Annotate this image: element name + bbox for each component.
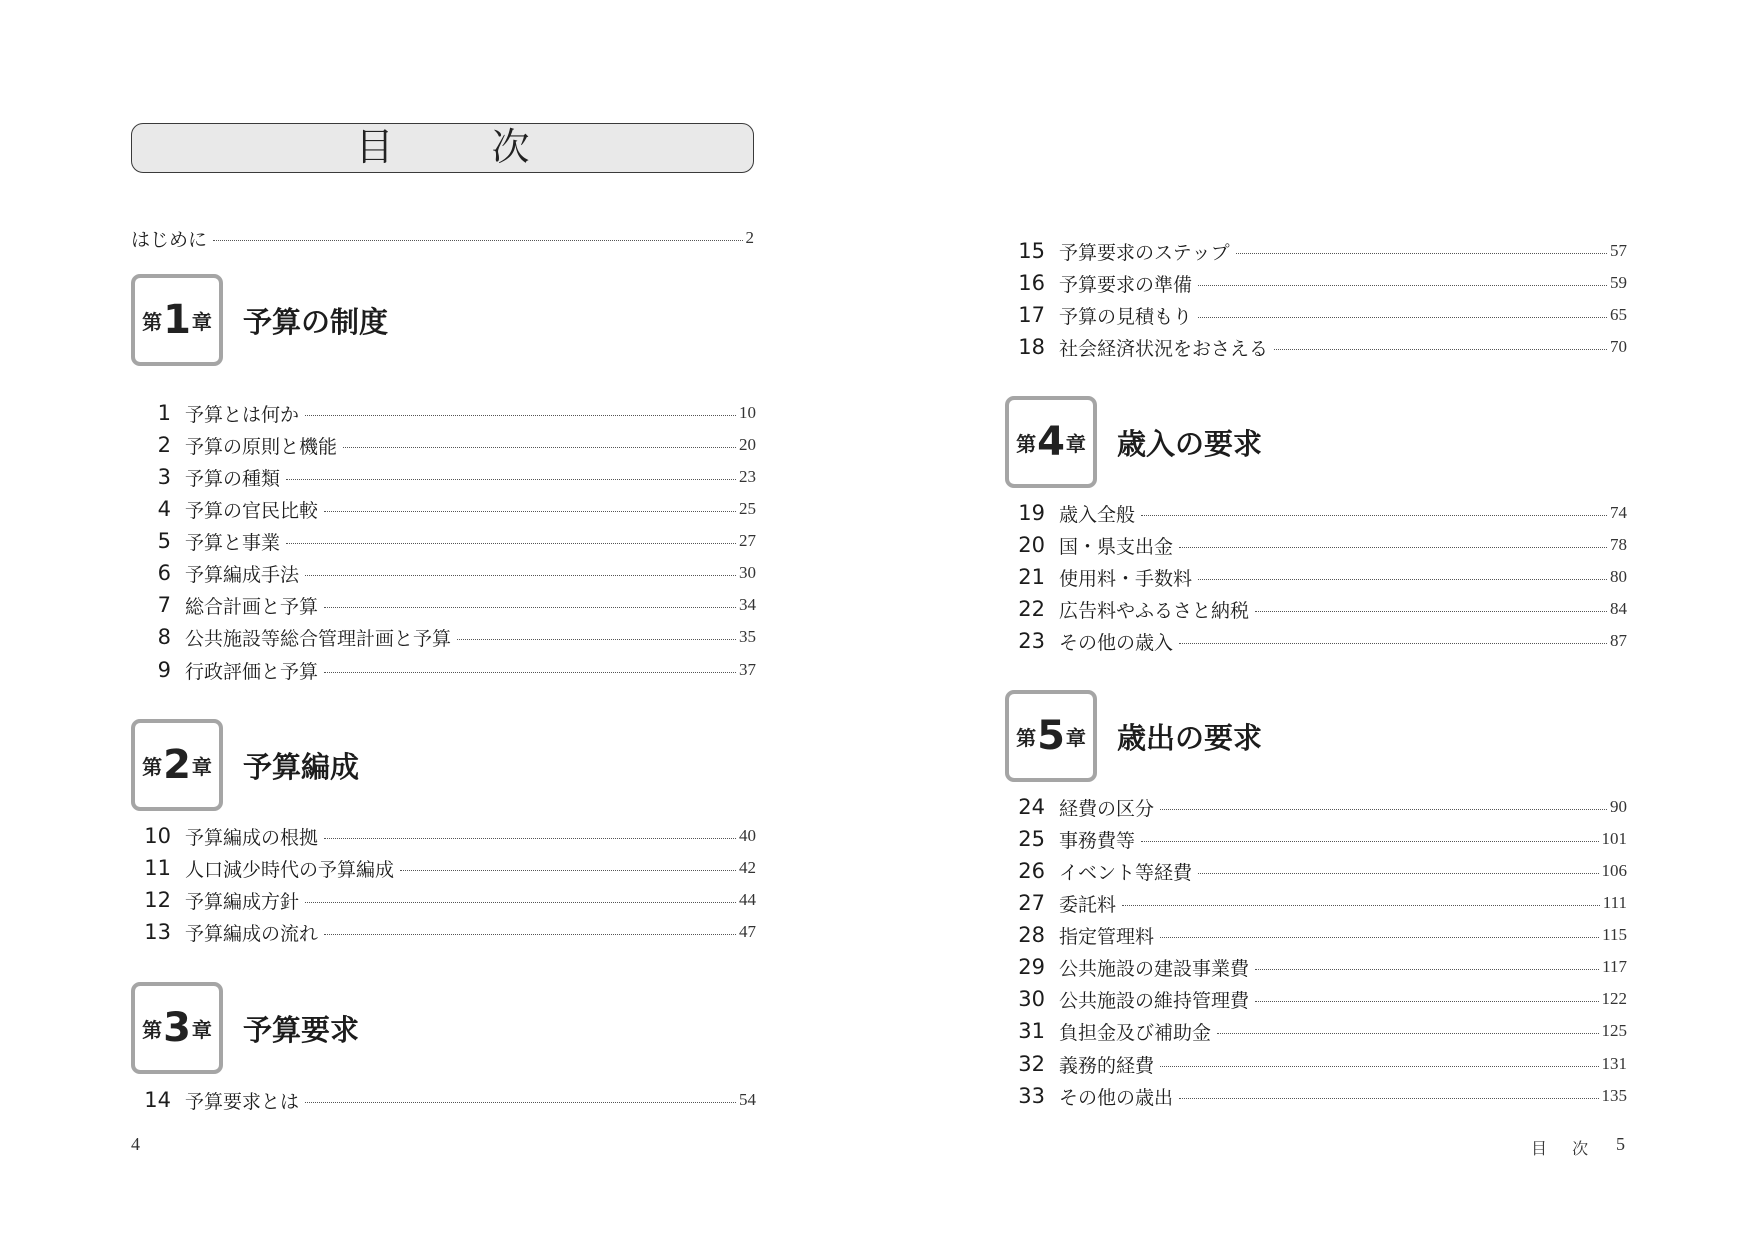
chapter-number: 2 [163, 742, 191, 788]
entry-number: 18 [1018, 335, 1045, 359]
page-number-left: 4 [131, 1134, 140, 1154]
entry-label: 予算とは何か [185, 403, 300, 426]
entry-label: 事務費等 [1059, 829, 1136, 852]
dot-leader [1198, 317, 1607, 318]
entry-number: 14 [144, 1088, 171, 1112]
dot-leader [286, 479, 736, 480]
toc-entry[interactable] [1005, 332, 1627, 362]
chapter-title: 歳入の要求 [1117, 426, 1263, 461]
entry-number: 32 [1018, 1052, 1045, 1076]
entry-label: 公共施設の維持管理費 [1059, 989, 1250, 1012]
toc-entry[interactable] [1005, 562, 1627, 592]
entry-label: 予算の原則と機能 [185, 435, 338, 458]
entry-label: 予算の種類 [185, 467, 281, 490]
entry-page: 2 [745, 228, 754, 247]
toc-entry[interactable] [1005, 530, 1627, 560]
toc-entry[interactable] [131, 590, 756, 620]
dot-leader [286, 543, 736, 544]
entry-label: 公共施設等総合管理計画と予算 [185, 627, 452, 650]
toc-entry[interactable] [131, 917, 756, 947]
toc-entry[interactable] [131, 462, 756, 492]
entry-page: 135 [1601, 1086, 1627, 1105]
toc-entry[interactable] [131, 885, 756, 915]
entry-page: 44 [739, 890, 756, 909]
entry-label: 義務的経費 [1059, 1054, 1155, 1077]
toc-entry[interactable] [131, 398, 756, 428]
dot-leader [213, 240, 742, 241]
entry-page: 87 [1610, 631, 1627, 650]
chapter-1-heading[interactable] [131, 274, 388, 366]
dot-leader [1217, 1033, 1598, 1034]
entry-page: 70 [1610, 337, 1627, 356]
entry-page: 25 [739, 499, 756, 518]
dot-leader [1179, 547, 1607, 548]
chapter-badge [131, 982, 223, 1074]
toc-entry[interactable] [1005, 498, 1627, 528]
entry-page: 27 [739, 531, 756, 550]
dot-leader [343, 447, 736, 448]
entry-number: 9 [157, 658, 171, 682]
toc-entry[interactable] [1005, 626, 1627, 656]
entry-label: 経費の区分 [1059, 797, 1155, 820]
toc-entry[interactable] [1005, 236, 1627, 266]
entry-page: 122 [1601, 989, 1627, 1008]
dot-leader [324, 511, 736, 512]
entry-number: 24 [1018, 795, 1045, 819]
entry-label: 使用料・手数料 [1059, 567, 1193, 590]
entry-number: 23 [1018, 629, 1045, 653]
toc-title: 目 次 [131, 123, 754, 173]
chapter-number: 3 [163, 1005, 191, 1051]
toc-entry[interactable] [1005, 824, 1627, 854]
chapter-2-heading[interactable] [131, 719, 359, 811]
entry-page: 117 [1602, 957, 1627, 976]
entry-label: 予算編成手法 [185, 563, 300, 586]
entry-number: 16 [1018, 271, 1045, 295]
entry-label: 社会経済状況をおさえる [1059, 337, 1269, 360]
entry-page: 131 [1601, 1054, 1627, 1073]
toc-entry[interactable] [1005, 1016, 1627, 1046]
dot-leader [1255, 1001, 1598, 1002]
entry-label: 予算の見積もり [1059, 305, 1193, 328]
dot-leader [1274, 349, 1607, 350]
chapter-prefix: 第 [1016, 725, 1037, 750]
entry-number: 11 [144, 856, 171, 880]
chapter-5-heading[interactable] [1005, 690, 1262, 782]
chapter-suffix: 章 [191, 1017, 212, 1042]
toc-entry-intro[interactable] [131, 223, 754, 253]
entry-number: 10 [144, 824, 171, 848]
entry-number: 6 [157, 561, 171, 585]
toc-entry[interactable] [1005, 984, 1627, 1014]
toc-entry[interactable] [131, 821, 756, 851]
entry-number: 4 [157, 497, 171, 521]
entry-number: 29 [1018, 955, 1045, 979]
toc-entry[interactable] [131, 622, 756, 652]
dot-leader [305, 575, 736, 576]
entry-page: 37 [739, 660, 756, 679]
entry-number: 25 [1018, 827, 1045, 851]
right-page [877, 0, 1755, 1240]
chapter-title: 予算の制度 [243, 304, 389, 339]
toc-entry[interactable] [131, 655, 756, 685]
entry-page: 90 [1610, 797, 1627, 816]
entry-page: 78 [1610, 535, 1627, 554]
entry-page: 101 [1601, 829, 1627, 848]
dot-leader [1141, 841, 1598, 842]
chapter-title: 歳出の要求 [1117, 720, 1263, 755]
entry-label: 予算編成の流れ [185, 922, 319, 945]
entry-label: その他の歳入 [1059, 631, 1174, 654]
entry-number: 28 [1018, 923, 1045, 947]
entry-page: 35 [739, 627, 756, 646]
entry-label: 負担金及び補助金 [1059, 1021, 1212, 1044]
entry-number: 21 [1018, 565, 1045, 589]
dot-leader [305, 902, 736, 903]
dot-leader [1198, 873, 1598, 874]
chapter-4-heading[interactable] [1005, 396, 1262, 488]
chapter-prefix: 第 [1016, 431, 1037, 456]
entry-number: 30 [1018, 987, 1045, 1011]
entry-number: 12 [144, 888, 171, 912]
entry-page: 57 [1610, 241, 1627, 260]
dot-leader [305, 415, 736, 416]
dot-leader [400, 870, 736, 871]
toc-entry[interactable] [1005, 888, 1627, 918]
chapter-prefix: 第 [142, 1017, 163, 1042]
entry-page: 65 [1610, 305, 1627, 324]
entry-page: 23 [739, 467, 756, 486]
toc-entry[interactable] [131, 558, 756, 588]
entry-label: その他の歳出 [1059, 1086, 1174, 1109]
entry-number: 7 [157, 593, 171, 617]
dot-leader [324, 672, 736, 673]
entry-number: 17 [1018, 303, 1045, 327]
chapter-title: 予算要求 [243, 1012, 360, 1047]
entry-page: 80 [1610, 567, 1627, 586]
entry-page: 115 [1602, 925, 1627, 944]
entry-page: 10 [739, 403, 756, 422]
chapter-suffix: 章 [1065, 725, 1086, 750]
entry-page: 40 [739, 826, 756, 845]
dot-leader [1198, 579, 1607, 580]
dot-leader [1141, 515, 1607, 516]
running-head: 目 次 [1531, 1139, 1599, 1158]
entry-number: 26 [1018, 859, 1045, 883]
toc-entry[interactable] [1005, 952, 1627, 982]
entry-page: 111 [1602, 893, 1627, 912]
chapter-suffix: 章 [1065, 431, 1086, 456]
entry-label: 予算要求のステップ [1059, 241, 1230, 264]
dot-leader [1179, 643, 1607, 644]
page-number-right: 5 [1616, 1134, 1625, 1154]
dot-leader [324, 607, 736, 608]
entry-label: 予算と事業 [185, 531, 281, 554]
entry-label: 広告料やふるさと納税 [1059, 599, 1250, 622]
entry-page: 30 [739, 563, 756, 582]
entry-page: 74 [1610, 503, 1627, 522]
chapter-badge [1005, 690, 1097, 782]
chapter-3-heading[interactable] [131, 982, 359, 1074]
dot-leader [1160, 937, 1599, 938]
entry-page: 42 [739, 858, 756, 877]
dot-leader [1236, 253, 1607, 254]
toc-entry[interactable] [1005, 1049, 1627, 1079]
entry-number: 13 [144, 920, 171, 944]
dot-leader [324, 934, 736, 935]
left-page [0, 0, 877, 1240]
entry-label: 歳入全般 [1059, 503, 1136, 526]
entry-label: 予算編成の根拠 [185, 826, 319, 849]
entry-number: 31 [1018, 1019, 1045, 1043]
entry-label: 委託料 [1059, 893, 1117, 916]
dot-leader [305, 1102, 736, 1103]
entry-page: 84 [1610, 599, 1627, 618]
dot-leader [324, 838, 736, 839]
entry-label: 公共施設の建設事業費 [1059, 957, 1250, 980]
dot-leader [1255, 611, 1607, 612]
chapter-number: 5 [1037, 713, 1065, 759]
entry-page: 20 [739, 435, 756, 454]
toc-entry[interactable] [1005, 1081, 1627, 1111]
dot-leader [1198, 285, 1607, 286]
chapter-prefix: 第 [142, 309, 163, 334]
dot-leader [1255, 969, 1599, 970]
chapter-number: 1 [163, 297, 191, 343]
entry-number: 3 [157, 465, 171, 489]
entry-number: 5 [157, 529, 171, 553]
entry-number: 33 [1018, 1084, 1045, 1108]
entry-page: 47 [739, 922, 756, 941]
entry-label: 予算要求の準備 [1059, 273, 1193, 296]
entry-number: 20 [1018, 533, 1045, 557]
toc-entry[interactable] [131, 1085, 756, 1115]
toc-entry[interactable] [1005, 792, 1627, 822]
chapter-number: 4 [1037, 419, 1065, 465]
entry-label: 国・県支出金 [1059, 535, 1174, 558]
dot-leader [1179, 1098, 1598, 1099]
chapter-badge [131, 274, 223, 366]
entry-page: 125 [1601, 1021, 1627, 1040]
chapter-suffix: 章 [191, 309, 212, 334]
chapter-title: 予算編成 [243, 749, 360, 784]
chapter-badge [131, 719, 223, 811]
entry-label: 予算編成方針 [185, 890, 300, 913]
entry-label: はじめに [131, 228, 208, 251]
toc-entry[interactable] [1005, 300, 1627, 330]
toc-entry[interactable] [1005, 920, 1627, 950]
entry-number: 1 [157, 401, 171, 425]
entry-label: 指定管理料 [1059, 925, 1155, 948]
entry-number: 15 [1018, 239, 1045, 263]
toc-entry[interactable] [1005, 594, 1627, 624]
toc-entry[interactable] [131, 430, 756, 460]
toc-entry[interactable] [1005, 856, 1627, 886]
chapter-badge [1005, 396, 1097, 488]
dot-leader [1160, 1066, 1598, 1067]
chapter-prefix: 第 [142, 754, 163, 779]
toc-entry[interactable] [131, 526, 756, 556]
entry-label: イベント等経費 [1059, 861, 1193, 884]
chapter-suffix: 章 [191, 754, 212, 779]
entry-number: 22 [1018, 597, 1045, 621]
entry-label: 予算の官民比較 [185, 499, 319, 522]
entry-number: 19 [1018, 501, 1045, 525]
entry-label: 行政評価と予算 [185, 660, 319, 683]
entry-page: 54 [739, 1090, 756, 1109]
entry-label: 総合計画と予算 [185, 595, 319, 618]
entry-label: 予算要求とは [185, 1090, 300, 1113]
toc-entry[interactable] [131, 494, 756, 524]
dot-leader [1122, 905, 1600, 906]
entry-number: 2 [157, 433, 171, 457]
entry-page: 34 [739, 595, 756, 614]
entry-page: 106 [1601, 861, 1627, 880]
entry-page: 59 [1610, 273, 1627, 292]
dot-leader [457, 639, 736, 640]
toc-entry[interactable] [1005, 268, 1627, 298]
entry-number: 8 [157, 625, 171, 649]
entry-label: 人口減少時代の予算編成 [185, 858, 395, 881]
entry-number: 27 [1018, 891, 1045, 915]
dot-leader [1160, 809, 1607, 810]
toc-entry[interactable] [131, 853, 756, 883]
